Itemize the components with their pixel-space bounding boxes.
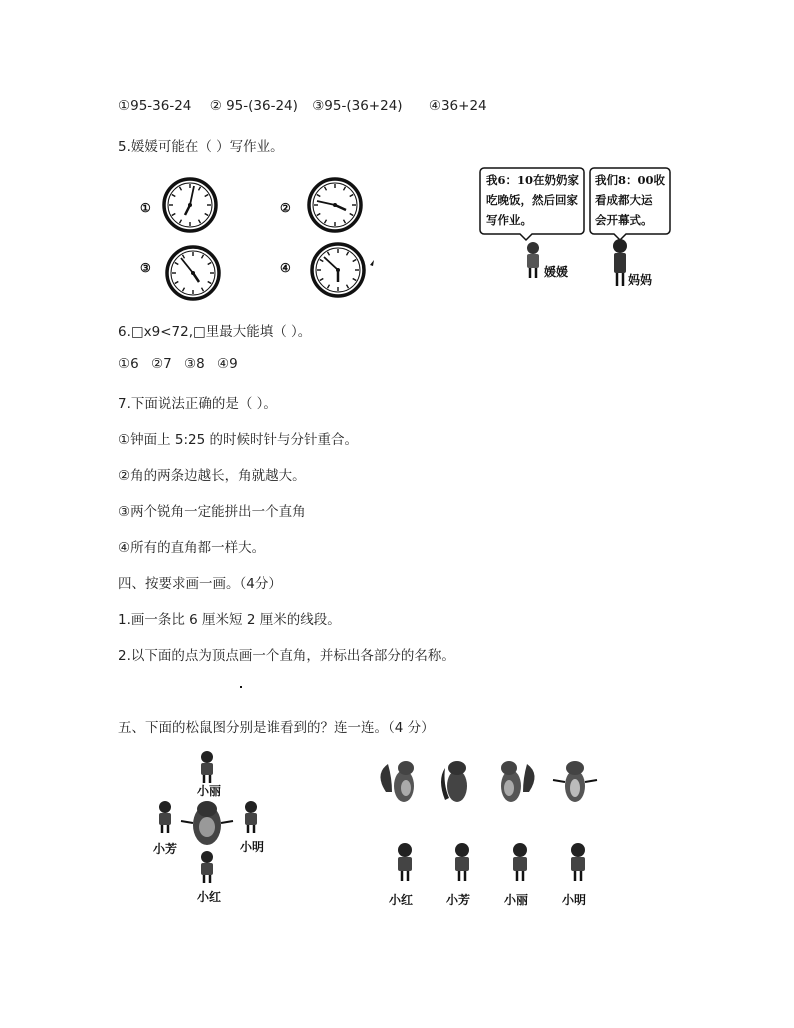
layout-name-left: 小芳 bbox=[153, 842, 178, 856]
squirrel-layout-diagram bbox=[145, 745, 275, 905]
bottom-name-4: 小明 bbox=[562, 893, 587, 907]
clock-2[interactable] bbox=[309, 179, 361, 231]
kid-right-icon bbox=[245, 801, 257, 833]
q7-option-3[interactable]: ③两个锐角一定能拼出一个直角 bbox=[118, 504, 306, 520]
kid-xiaoming-icon[interactable] bbox=[571, 843, 585, 881]
section5-title: 五、下面的松鼠图分别是谁看到的？连一连。（4 分） bbox=[118, 720, 435, 736]
name-yuanyuan: 媛媛 bbox=[544, 265, 569, 279]
q6-option-4[interactable]: ④9 bbox=[217, 356, 238, 372]
kid-xiaoli-icon[interactable] bbox=[513, 843, 527, 881]
q4-options bbox=[118, 98, 495, 114]
kid-xiaohong-icon[interactable] bbox=[398, 843, 412, 881]
clock-label-1: ① bbox=[140, 201, 151, 215]
section4-title: 四、按要求画一画。（4分） bbox=[118, 576, 282, 592]
layout-name-top: 小丽 bbox=[197, 784, 222, 798]
girl-yuanyuan-icon bbox=[527, 242, 539, 278]
kid-top-icon bbox=[201, 751, 213, 783]
layout-name-bottom: 小红 bbox=[197, 890, 222, 904]
squirrel-view-1-icon[interactable] bbox=[380, 761, 414, 802]
bubble-right-line-3: 会开幕式。 bbox=[595, 213, 653, 227]
q7-option-2[interactable]: ②角的两条边越长，角就越大。 bbox=[118, 468, 306, 484]
q7-option-1[interactable]: ①钟面上 5:25 的时候时针与分针重合。 bbox=[118, 432, 359, 448]
q4-option-3[interactable]: ③95-(36+24) bbox=[312, 98, 403, 114]
q6-options bbox=[118, 356, 246, 372]
bubble-left-text bbox=[486, 170, 579, 230]
pencil-mark-icon bbox=[370, 260, 374, 266]
kid-bottom-icon bbox=[201, 851, 213, 883]
q4-option-4[interactable]: ④36+24 bbox=[428, 98, 487, 114]
section4-item-2: 2.以下面的点为顶点画一个直角，并标出各部分的名称。 bbox=[118, 648, 455, 664]
q6-option-2[interactable]: ②7 bbox=[151, 356, 172, 372]
bottom-name-1: 小红 bbox=[389, 893, 414, 907]
vertex-point[interactable] bbox=[240, 686, 242, 688]
bubble-right-text bbox=[595, 170, 665, 230]
name-mother: 妈妈 bbox=[628, 273, 653, 287]
q7-option-4[interactable]: ④所有的直角都一样大。 bbox=[118, 540, 266, 556]
clock-1[interactable] bbox=[164, 179, 216, 231]
squirrel-view-2-icon[interactable] bbox=[441, 761, 467, 802]
kids-row bbox=[380, 838, 610, 910]
q4-option-1[interactable]: ①95-36-24 bbox=[118, 98, 192, 114]
bottom-name-3: 小丽 bbox=[504, 893, 529, 907]
kid-left-icon bbox=[159, 801, 171, 833]
clock-label-4: ④ bbox=[280, 261, 291, 275]
squirrel-views-row bbox=[375, 752, 615, 812]
mother-icon bbox=[613, 239, 627, 286]
clock-label-2: ② bbox=[280, 201, 291, 215]
bubble-left-line-3: 写作业。 bbox=[486, 213, 532, 227]
clock-4[interactable] bbox=[312, 244, 364, 296]
bubble-left-line-2: 吃晚饭，然后回家 bbox=[486, 193, 578, 207]
q5-clocks bbox=[130, 172, 390, 307]
squirrel-center-icon bbox=[181, 801, 233, 845]
bubble-right-line-2: 看成都大运 bbox=[595, 193, 653, 207]
squirrel-view-4-icon[interactable] bbox=[553, 761, 597, 802]
q6-option-3[interactable]: ③8 bbox=[184, 356, 205, 372]
section4-item-1: 1.画一条比 6 厘米短 2 厘米的线段。 bbox=[118, 612, 341, 628]
bubble-left-line-1: 我6：10在奶奶家 bbox=[486, 173, 580, 187]
clock-label-3: ③ bbox=[140, 261, 151, 275]
squirrel-view-3-icon[interactable] bbox=[501, 761, 535, 802]
q5-prompt: 5.媛媛可能在（ ）写作业。 bbox=[118, 139, 284, 155]
clock-3[interactable] bbox=[167, 247, 219, 299]
bottom-name-2: 小芳 bbox=[446, 893, 471, 907]
q7-prompt: 7.下面说法正确的是（ ）。 bbox=[118, 396, 277, 412]
q4-option-2[interactable]: ② 95-(36-24) bbox=[209, 98, 298, 114]
layout-name-right: 小明 bbox=[240, 840, 265, 854]
kid-xiaofang-icon[interactable] bbox=[455, 843, 469, 881]
q6-option-1[interactable]: ①6 bbox=[118, 356, 139, 372]
q6-prompt: 6.□x9<72,□里最大能填（ ）。 bbox=[118, 324, 312, 340]
bubble-right-line-1: 我们8：00收 bbox=[595, 173, 666, 187]
